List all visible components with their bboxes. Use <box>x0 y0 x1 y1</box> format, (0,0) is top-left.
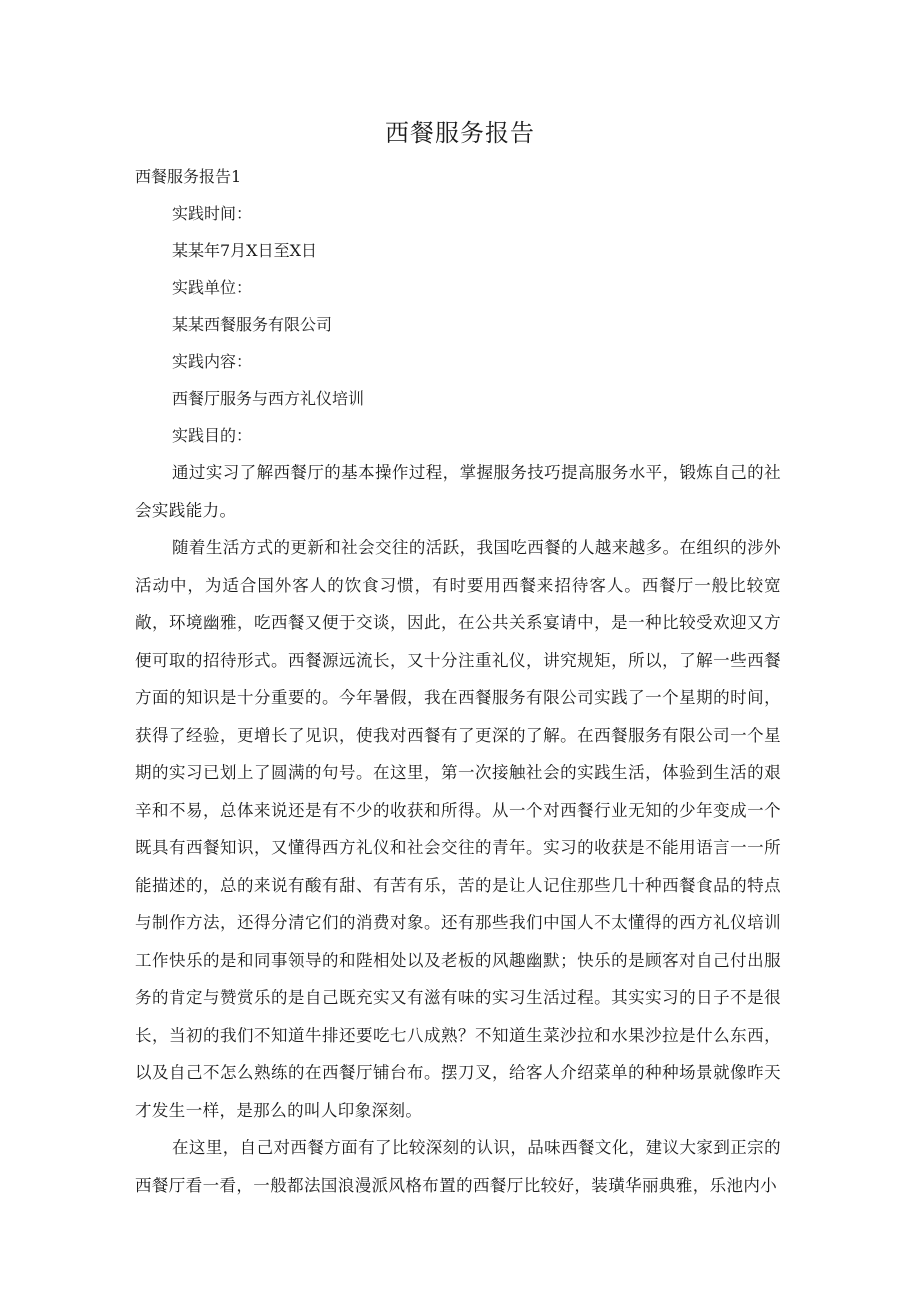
practice-unit-value: 某某西餐服务有限公司 <box>172 315 333 334</box>
practice-content-label: 实践内容： <box>172 352 253 371</box>
document-body <box>135 158 781 1204</box>
document-title: 西餐服务报告 <box>385 119 535 147</box>
paragraph-experience: 随着生活方式的更新和社会交往的活跃，我国吃西餐的人越来越多。在组织的涉外活动中，为适合国外客人的饮食习惯，有时要用西餐来招待客人。西餐厅一般比较宽敞，环境幽雅，吃西餐又便于交谈，因此，在公共关系宴请中，是一种比较受欢迎又方便可取的招待形式。西餐源远流长，又十分注重礼仪，讲究规矩，所以，了解一些西餐方面的知识是十分重要的。今年暑假，我在西餐服务有限公司实践了一个星期的时间，获得了经验，更增长了见识，使我对西餐有了更深的了解。在西餐服务有限公司一个星期的实习已划上了圆满的句号。在这里，第一次接触社会的实践生活，体验到生活的艰辛和不易，总体来说还是有不少的收获和所得。从一个对西餐行业无知的少年变成一个既具有西餐知识，又懂得西方礼仪和社会交往的青年。实习的收获是不能用语言一一所能描述的，总的来说有酸有甜、有苦有乐，苦的是让人记住那些几十种西餐食品的特点与制作方法，还得分清它们的消费对象。还有那些我们中国人不太懂得的西方礼仪培训工作快乐的是和同事领导的和陛相处以及老板的风趣幽默；快乐的是顾客对自己付出服务的肯定与赞赏乐的是自己既充实又有滋有味的实习生活过程。其实实习的日子不是很长，当初的我们不知道牛排还要吃七八成熟？不知道生菜沙拉和水果沙拉是什么东西，以及自己不怎么熟练的在西餐厅铺台布。摆刀叉，给客人介绍菜单的种种场景就像昨天才发生一样，是那么的叫人印象深刻。 <box>135 538 781 1120</box>
practice-time-label: 实践时间： <box>172 204 253 223</box>
section-heading: 西餐服务报告1 <box>135 167 242 186</box>
practice-time-value: 某某年7月X日至X日 <box>172 241 317 260</box>
paragraph-purpose: 通过实习了解西餐厅的基本操作过程，掌握服务技巧提高服务水平，锻炼自己的社会实践能力。 <box>135 463 781 520</box>
practice-content-value: 西餐厅服务与西方礼仪培训 <box>172 389 365 408</box>
paragraph-recommendation: 在这里，自己对西餐方面有了比较深刻的认识，品味西餐文化，建议大家到正宗的西餐厅看一看，一般都法国浪漫派风格布置的西餐厅比较好，装璜华丽典雅，乐池内小 <box>135 1138 781 1195</box>
practice-unit-label: 实践单位： <box>172 278 253 297</box>
practice-purpose-label: 实践目的： <box>172 426 253 445</box>
